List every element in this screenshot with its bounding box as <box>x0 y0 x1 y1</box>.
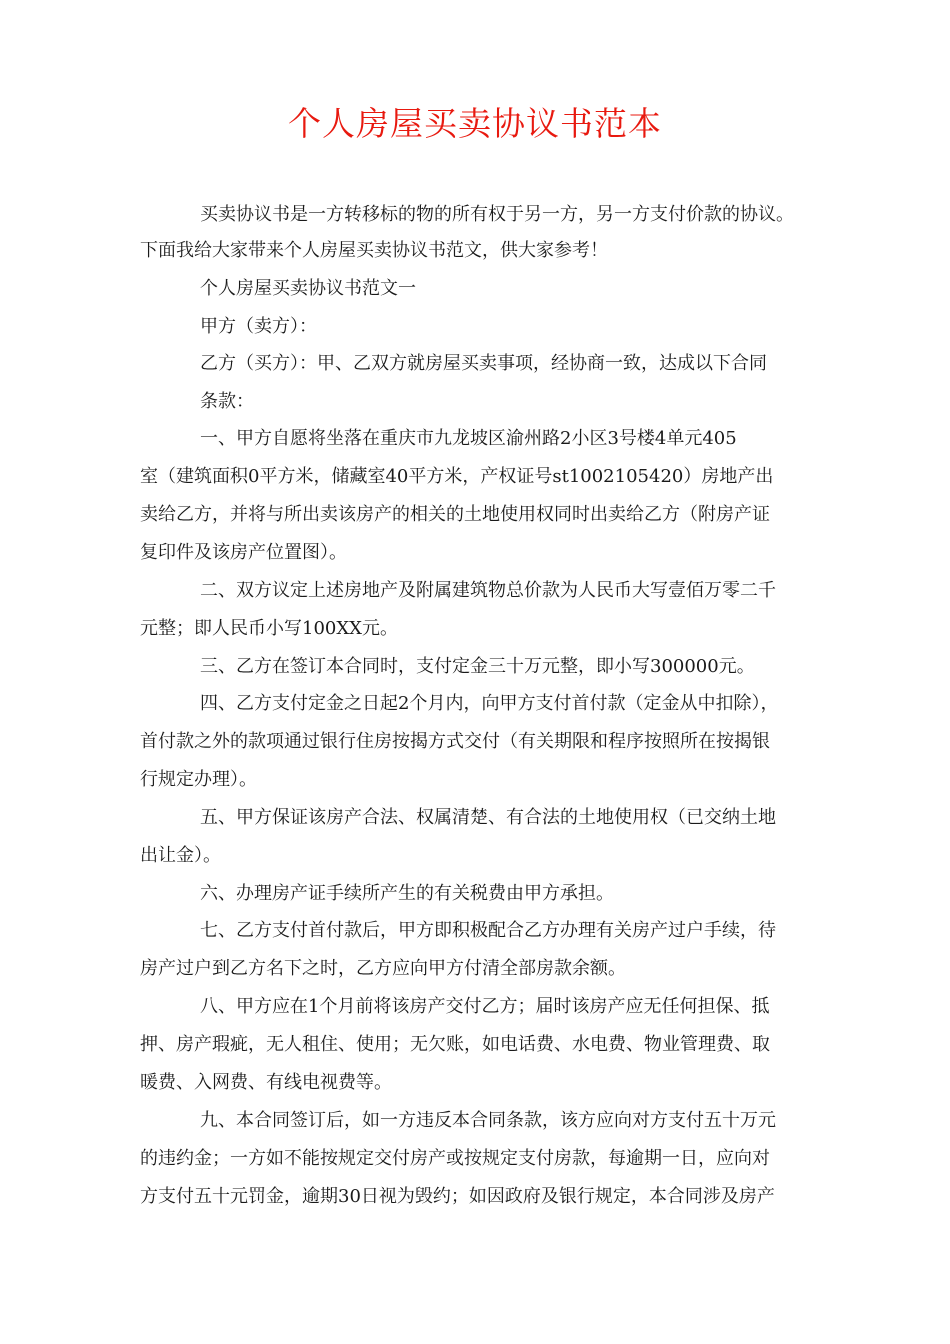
paragraph-line: 甲方（卖方）： <box>200 316 317 337</box>
paragraph-line: 元整；即人民币小写100XX元。 <box>140 617 398 639</box>
paragraph-line: 出让金）。 <box>140 844 221 866</box>
paragraph-line: 乙方（买方）：甲、乙双方就房屋买卖事项，经协商一致，达成以下合同 <box>200 352 767 374</box>
paragraph-line: 房产过户到乙方名下之时，乙方应向甲方付清全部房款余额。 <box>140 957 626 979</box>
paragraph-line: 六、办理房产证手续所产生的有关税费由甲方承担。 <box>200 882 614 904</box>
paragraph-line: 七、乙方支付首付款后，甲方即积极配合乙方办理有关房产过户手续，待 <box>200 919 776 941</box>
paragraph-line: 二、双方议定上述房地产及附属建筑物总价款为人民币大写壹佰万零二千 <box>200 579 776 601</box>
document-title: 个人房屋买卖协议书范本 <box>288 104 662 143</box>
paragraph-line: 暖费、入网费、有线电视费等。 <box>140 1071 392 1093</box>
paragraph-line: 三、乙方在签订本合同时，支付定金三十万元整，即小写300000元。 <box>200 655 755 677</box>
paragraph-line: 首付款之外的款项通过银行住房按揭方式交付（有关期限和程序按照所在按揭银 <box>140 730 770 752</box>
paragraph-line: 的违约金；一方如不能按规定交付房产或按规定支付房款，每逾期一日，应向对 <box>140 1147 770 1169</box>
paragraph-line: 室（建筑面积0平方米，储藏室40平方米，产权证号st1002105420）房地产出 <box>140 465 774 487</box>
section-heading: 个人房屋买卖协议书范文一 <box>200 277 416 299</box>
paragraph-line: 一、甲方自愿将坐落在重庆市九龙坡区渝州路2小区3号楼4单元405 <box>200 427 737 449</box>
paragraph-line: 卖给乙方，并将与所出卖该房产的相关的土地使用权同时出卖给乙方（附房产证 <box>140 503 770 525</box>
paragraph-line: 条款： <box>200 390 254 412</box>
paragraph-line: 八、甲方应在1个月前将该房产交付乙方；届时该房产应无任何担保、抵 <box>200 995 770 1017</box>
paragraph-line: 行规定办理）。 <box>140 768 257 790</box>
paragraph-line: 押、房产瑕疵，无人租住、使用；无欠账，如电话费、水电费、物业管理费、取 <box>140 1033 770 1055</box>
paragraph-line: 复印件及该房产位置图）。 <box>140 541 347 563</box>
paragraph-line: 方支付五十元罚金，逾期30日视为毁约；如因政府及银行规定，本合同涉及房产 <box>140 1185 775 1207</box>
paragraph-line: 买卖协议书是一方转移标的物的所有权于另一方，另一方支付价款的协议。 <box>200 204 794 225</box>
paragraph-line: 九、本合同签订后，如一方违反本合同条款，该方应向对方支付五十万元 <box>200 1109 776 1131</box>
paragraph-line: 五、甲方保证该房产合法、权属清楚、有合法的土地使用权（已交纳土地 <box>200 806 776 828</box>
paragraph-line: 下面我给大家带来个人房屋买卖协议书范文，供大家参考！ <box>140 240 608 261</box>
paragraph-line: 四、乙方支付定金之日起2个月内，向甲方支付首付款（定金从中扣除）， <box>200 692 779 714</box>
document-body <box>140 197 818 1216</box>
